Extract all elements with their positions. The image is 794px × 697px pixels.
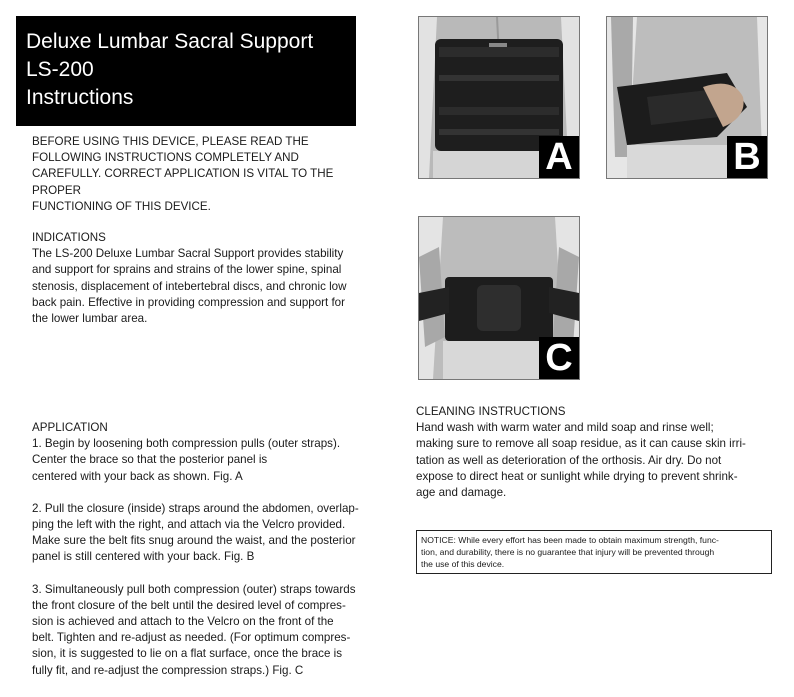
indications-section bbox=[32, 230, 382, 327]
intro-line: BEFORE USING THIS DEVICE, PLEASE READ THE bbox=[32, 135, 309, 148]
cleaning-line: Hand wash with warm water and mild soap and rinse well; bbox=[416, 421, 714, 435]
notice-line: tion, and durability, there is no guarantee that injury will be prevented through bbox=[421, 547, 715, 557]
application-step-2 bbox=[32, 501, 388, 566]
figure-b-photo bbox=[606, 16, 768, 179]
cleaning-line: tation as well as deterioration of the orthosis. Air dry. Do not bbox=[416, 453, 722, 467]
title-banner bbox=[16, 16, 356, 126]
title-line-model: LS-200 bbox=[26, 58, 94, 81]
application-step-1 bbox=[32, 436, 388, 485]
figure-a-label: A bbox=[539, 136, 579, 178]
step-line: ping the left with the right, and attach via the Velcro provided. bbox=[32, 518, 346, 532]
indications-line: the lower lumbar area. bbox=[32, 312, 148, 326]
step-line: 3. Simultaneously pull both compression (outer) straps towards bbox=[32, 582, 356, 596]
cleaning-line: making sure to remove all soap residue, as it can cause skin irri- bbox=[416, 437, 746, 451]
indications-line: stenosis, displacement of intebertebral discs, and chronic low bbox=[32, 279, 347, 293]
step-line: 2. Pull the closure (inside) straps around the abdomen, overlap- bbox=[32, 501, 359, 515]
figure-a-photo bbox=[418, 16, 580, 179]
figure-c-label: C bbox=[539, 337, 579, 379]
notice-box bbox=[416, 530, 772, 574]
application-section bbox=[32, 420, 388, 679]
step-line: belt. Tighten and re-adjust as needed. (For optimum compres- bbox=[32, 631, 351, 645]
cleaning-line: expose to direct heat or sunlight while drying to prevent shrink- bbox=[416, 469, 738, 483]
title-line-instructions: Instructions bbox=[26, 86, 134, 109]
indications-heading: INDICATIONS bbox=[32, 231, 106, 244]
intro-line: CAREFULLY. CORRECT APPLICATION IS VITAL TO THE PROPER bbox=[32, 167, 334, 197]
indications-line: back pain. Effective in providing compression and support for bbox=[32, 295, 345, 309]
intro-warning bbox=[32, 134, 382, 215]
step-line: 1. Begin by loosening both compression pulls (outer straps). bbox=[32, 437, 341, 451]
intro-line: FOLLOWING INSTRUCTIONS COMPLETELY AND bbox=[32, 151, 299, 165]
step-line: Make sure the belt fits snug around the waist, and the posterior bbox=[32, 534, 356, 548]
step-line: Center the brace so that the posterior panel is bbox=[32, 453, 268, 467]
figure-b-label: B bbox=[727, 136, 767, 178]
application-step-3 bbox=[32, 582, 388, 679]
step-line: panel is still centered with your back. Fig. B bbox=[32, 550, 255, 564]
step-line: fully fit, and re-adjust the compression straps.) Fig. C bbox=[32, 663, 304, 677]
figure-c-photo bbox=[418, 216, 580, 380]
indications-line: The LS-200 Deluxe Lumbar Sacral Support provides stability bbox=[32, 247, 344, 261]
step-line: sion is achieved and attach to the Velcro on the front of the bbox=[32, 615, 334, 629]
cleaning-heading: CLEANING INSTRUCTIONS bbox=[416, 405, 566, 418]
indications-line: and support for sprains and strains of the lower spine, spinal bbox=[32, 263, 342, 277]
notice-line: NOTICE: While every effort has been made to obtain maximum strength, func- bbox=[421, 535, 719, 545]
notice-line: the use of this device. bbox=[421, 559, 505, 569]
intro-line: FUNCTIONING OF THIS DEVICE. bbox=[32, 199, 211, 213]
step-line: the front closure of the belt until the desired level of compres- bbox=[32, 598, 346, 612]
step-line: centered with your back as shown. Fig. A bbox=[32, 469, 243, 483]
title-line-product: Deluxe Lumbar Sacral Support bbox=[26, 30, 314, 53]
application-heading: APPLICATION bbox=[32, 421, 108, 434]
step-line: sion, it is suggested to lie on a flat surface, once the brace is bbox=[32, 647, 342, 661]
cleaning-section bbox=[416, 404, 772, 501]
cleaning-line: age and damage. bbox=[416, 486, 507, 500]
